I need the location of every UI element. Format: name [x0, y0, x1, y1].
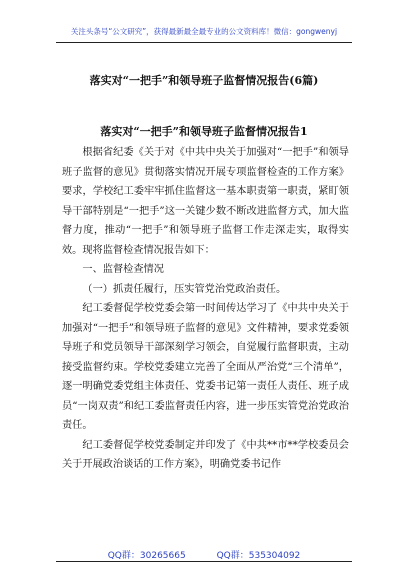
footer-qq-group-1: QQ群：30265665	[107, 551, 186, 561]
paragraph: 纪工委督促学校党委制定并印发了《中共**市**学校委员会关于开展政治谈话的工作方案》，明确党委书记作	[62, 439, 349, 470]
document-title: 落实对“一把手”和领导班子监督情况报告(6篇)	[89, 74, 319, 87]
paragraph: 根据省纪委《关于对《中共中央关于加强对“一把手”和领导班子监督的意见》贯彻落实情况开展专项监督检查的工作方案》要求，学校纪工委牢牢抓住监督这一基本职责第一职责，紧盯领导干部特别是“一把手”这一关键少数不断改进监督方式，加大监督力度，推动“一把手”和领导班子监督工作走深走实，取得实效。现将监督检查情况报告如下：	[62, 147, 349, 256]
paragraph: 一、监督检查情况	[82, 264, 164, 275]
paragraph: 纪工委督促学校党委会第一时间传达学习了《中共中央关于加强对“一把手”和领导班子监督的意见》文件精神，要求党委领导班子和党员领导干部深刻学习领会，自觉履行监督职责，主动接受监督约束。学校党委建立完善了全面从严治党“三个清单”，逐一明确党委党组主体责任、党委书记第一责任人责任、班子成员“一岗双责”和纪工委监督责任内容，进一步压实管党治党政治责任。	[62, 303, 349, 431]
document-body	[62, 143, 349, 475]
header-divider	[56, 42, 352, 43]
section-title: 落实对“一把手”和领导班子监督情况报告1	[100, 125, 308, 138]
paragraph: （一）抓责任履行，压实管党治党政治责任。	[82, 283, 287, 295]
footer-qq-group-2: QQ群：535304092	[216, 551, 301, 561]
page-footer	[0, 548, 408, 561]
page-header-banner: 关注头条号“公文研究”，获得最新最全最专业的公文资料库！微信：gongwenyj	[70, 27, 338, 36]
footer-divider	[56, 561, 352, 562]
